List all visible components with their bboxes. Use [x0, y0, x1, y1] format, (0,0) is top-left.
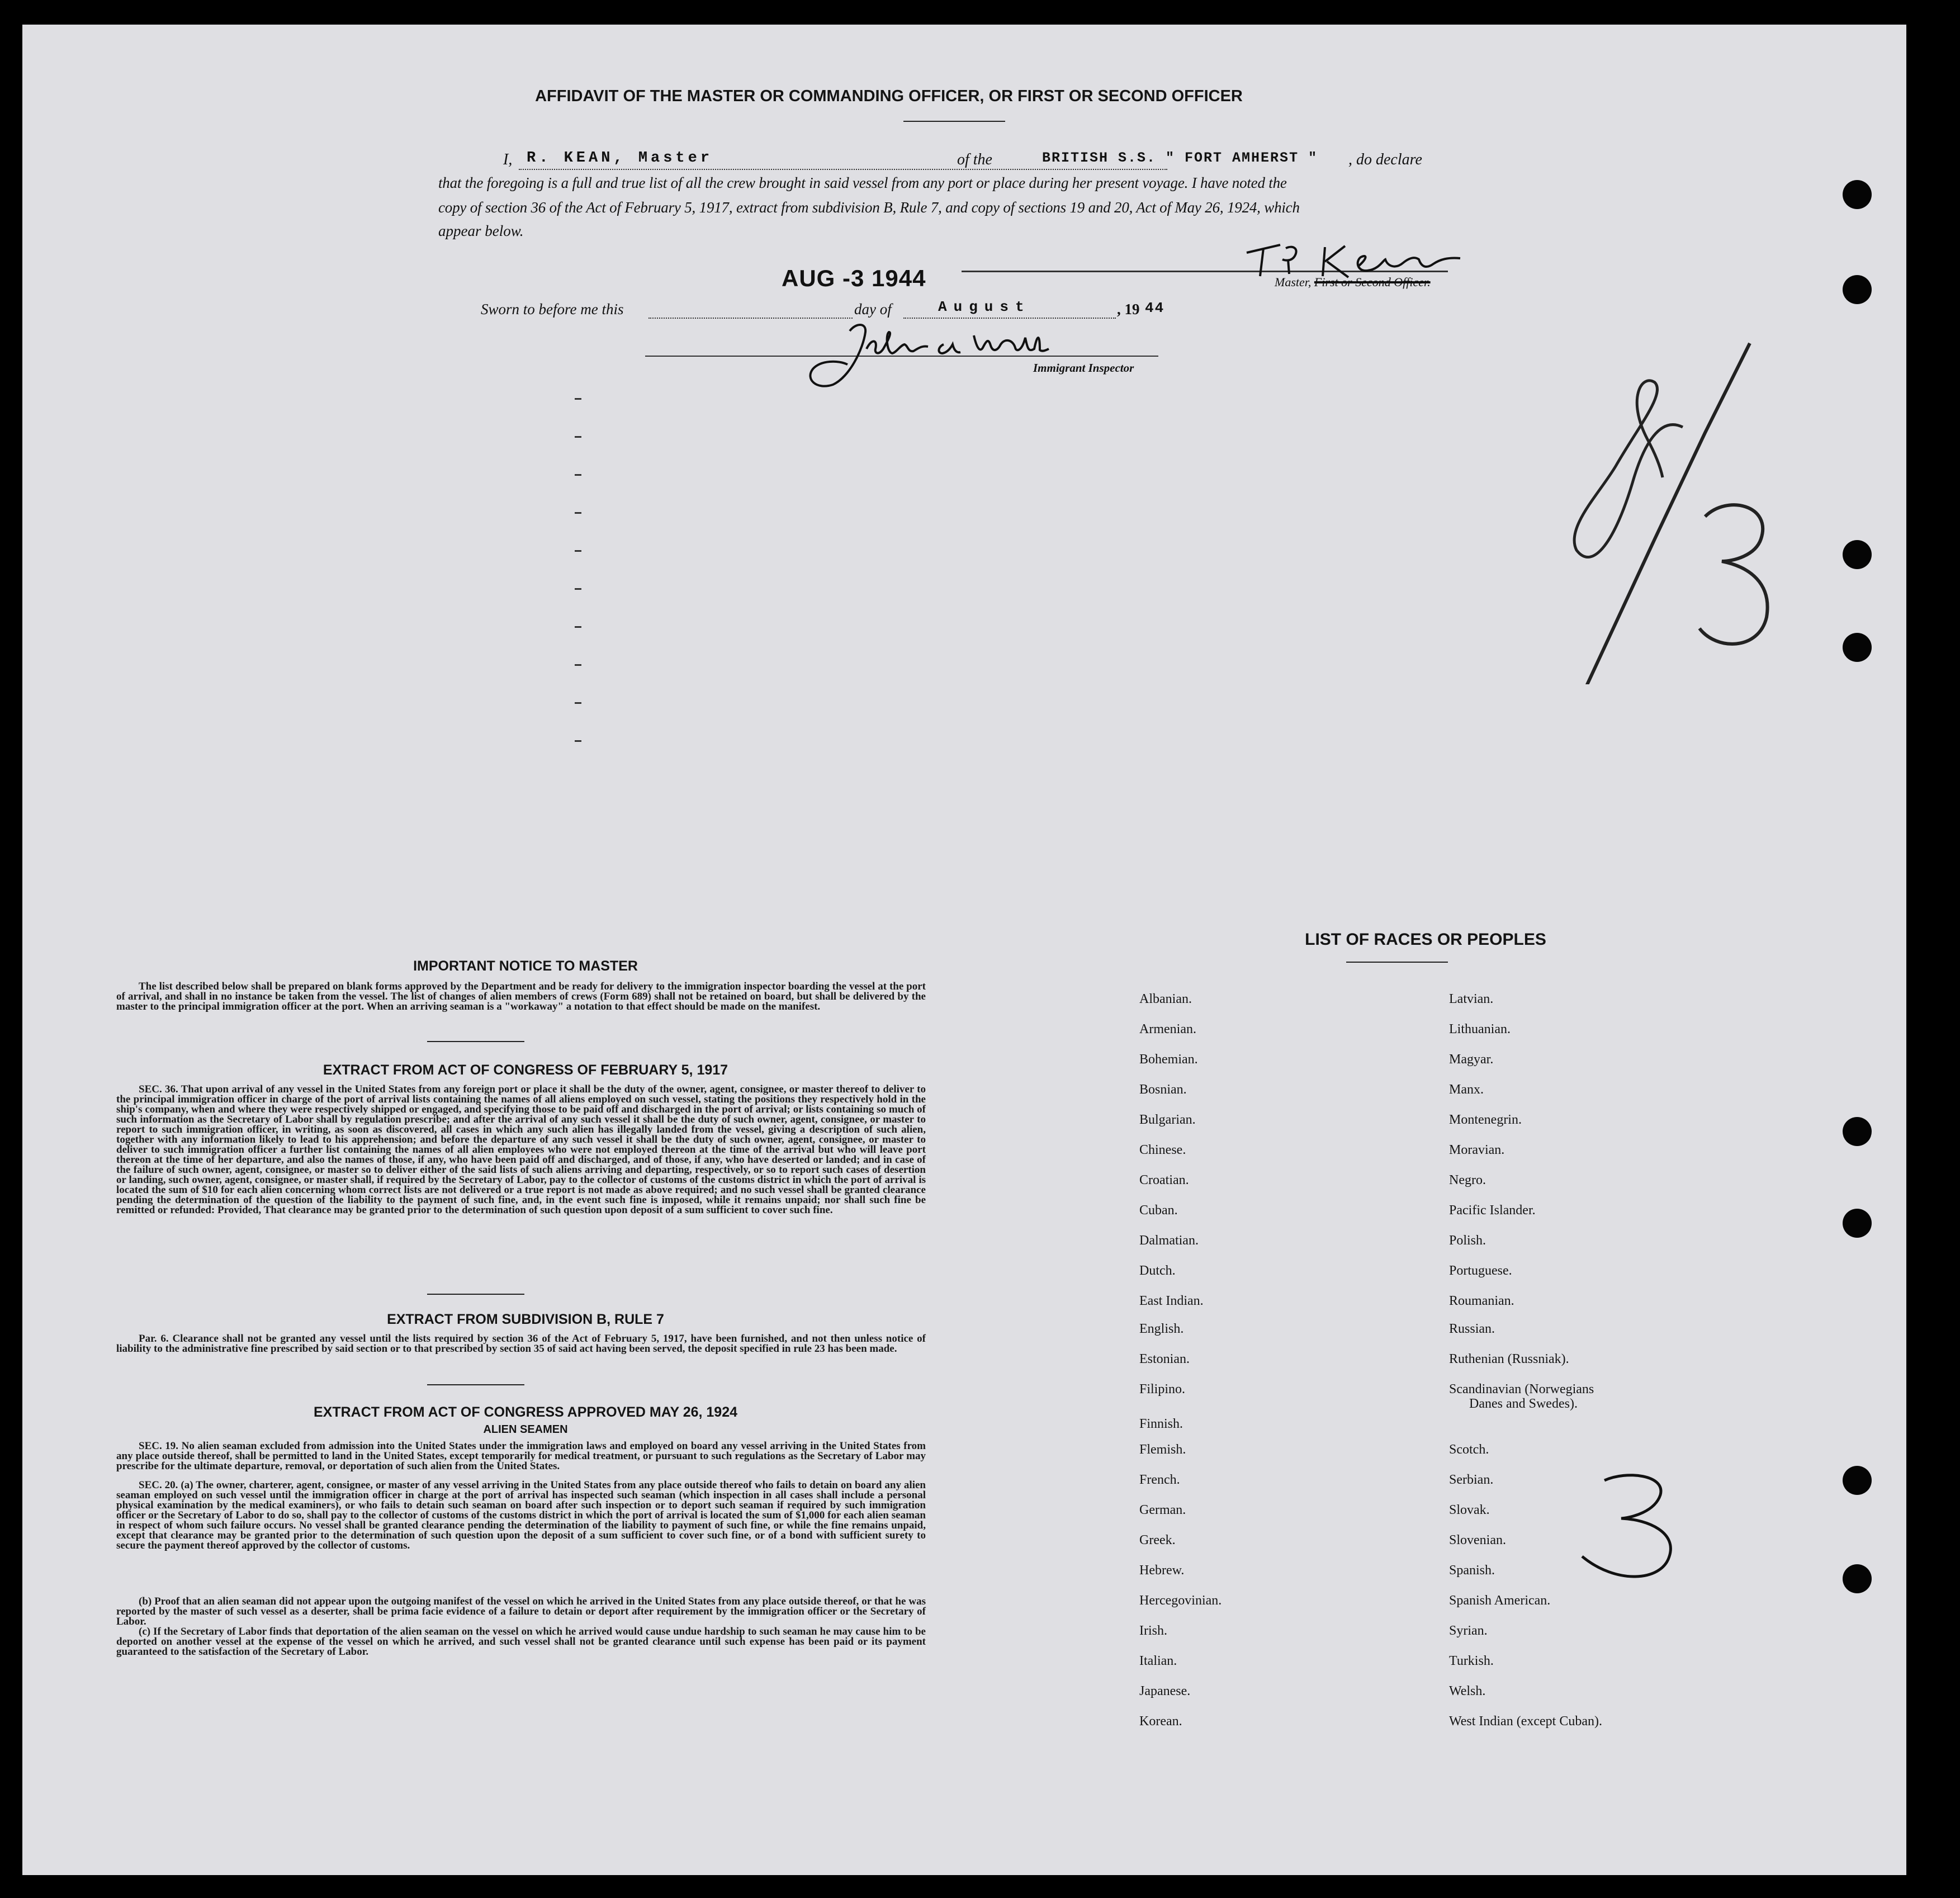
race-right-item: Syrian.: [1449, 1624, 1488, 1638]
race-right-item: Montenegrin.: [1449, 1113, 1522, 1127]
race-right-item: Ruthenian (Russniak).: [1449, 1352, 1569, 1366]
section-divider: [427, 1384, 524, 1385]
list-mark: [575, 702, 581, 704]
extract-1924-sec20b: (b) Proof that an alien seaman did not appear upon the outgoing manifest of the vessel on which he arrived in the United States from any place outside thereof, or that he was reported by the master of such vessel as a deserter, shall be prima facie evidence of a failure to detain or deport after requirement by the immigration officer or the Secretary of Labor.: [116, 1596, 926, 1627]
race-left-item: Flemish.: [1139, 1442, 1186, 1457]
list-mark: [575, 436, 581, 438]
handwritten-fraction-mark: [1537, 338, 1783, 684]
punch-hole: [1843, 1209, 1872, 1238]
list-mark: [575, 474, 581, 476]
list-mark: [575, 398, 581, 400]
race-right-item: Slovenian.: [1449, 1533, 1506, 1547]
race-left-item: Armenian.: [1139, 1022, 1196, 1036]
race-right-item: Moravian.: [1449, 1143, 1505, 1157]
i-label: I,: [503, 151, 513, 168]
punch-hole: [1843, 1117, 1872, 1146]
race-right-item: Spanish.: [1449, 1563, 1495, 1578]
race-right-item: Turkish.: [1449, 1654, 1494, 1668]
title-divider: [903, 121, 1005, 122]
affidavit-title: AFFIDAVIT OF THE MASTER OR COMMANDING OFFICER, OR FIRST OR SECOND OFFICER: [535, 87, 1243, 105]
subdivision-title: EXTRACT FROM SUBDIVISION B, RULE 7: [387, 1312, 664, 1327]
section-divider: [427, 1041, 524, 1042]
document-page: [22, 25, 1906, 1875]
master-name-typed: R. KEAN, Master: [527, 150, 713, 167]
race-left-item: Croatian.: [1139, 1173, 1189, 1187]
race-left-item: Hercegovinian.: [1139, 1593, 1222, 1608]
race-left-item: Chinese.: [1139, 1143, 1186, 1157]
race-left-item: French.: [1139, 1473, 1180, 1487]
extract-1924-sec20c: (c) If the Secretary of Labor finds that deportation of the alien seaman on the vessel on which he arrived would cause undue hardship to such seaman he may cause him to be deported on another vessel at the expense of the vessel on which he arrived, and such vessel shall not be granted clearance until such expense has been paid or its payment guaranteed to the satisfaction of the Secretary of Labor.: [116, 1626, 926, 1658]
punch-hole: [1843, 540, 1872, 569]
list-mark: [575, 588, 581, 590]
race-right-item: Pacific Islander.: [1449, 1203, 1536, 1218]
race-right-item: Danes and Swedes).: [1469, 1397, 1578, 1411]
notice-title: IMPORTANT NOTICE TO MASTER: [413, 958, 638, 974]
year-label: , 19: [1117, 301, 1140, 318]
name-blank: [519, 169, 1167, 170]
punch-hole: [1843, 275, 1872, 304]
list-mark: [575, 664, 581, 666]
race-right-item: Russian.: [1449, 1322, 1495, 1336]
race-right-item: Spanish American.: [1449, 1593, 1551, 1608]
races-title: LIST OF RACES OR PEOPLES: [1305, 930, 1546, 949]
subdivision-body: Par. 6. Clearance shall not be granted any vessel until the lists required by section 36 of the Act of February 5, 1917, have been furnished, and not then unless notice of liability to the administrative fine prescribed by said section or to that prescribed by section 35 of said act having been served, the deposit specified in rule 23 has been made.: [116, 1333, 926, 1355]
vessel-name-typed: BRITISH S.S. " FORT AMHERST ": [1042, 150, 1318, 166]
extract-1924-sec19: SEC. 19. No alien seaman excluded from admission into the United States under the immigration laws and employed on board any vessel arriving in the United States from any place outside thereof, shall be permitted to land in the United States, except temporarily for medical treatment, or pursuant to such regulations as the Secretary of Labor may prescribe for the ultimate departure, removal, or deportation of such alien from the United States.: [116, 1440, 926, 1472]
notice-body: The list described below shall be prepared on blank forms approved by the Department and be ready for delivery to the immigration inspector boarding the vessel at the port of arrival, and shall in no instance be taken from the vessel. The list of changes of alien members of crews (Form 689) shall not be retained on board, but shall be delivered by the master to the principal immigration officer at the port. When an arriving seaman is a "workaway" a notation to that effect should be made on the manifest.: [116, 981, 926, 1012]
punch-hole: [1843, 633, 1872, 662]
affidavit-line-4: appear below.: [438, 223, 524, 239]
race-left-item: Bohemian.: [1139, 1052, 1198, 1067]
race-left-item: Dalmatian.: [1139, 1233, 1199, 1248]
struck-officer-label: First or Second Officer.: [1314, 275, 1431, 289]
inspector-signature: [794, 315, 1051, 394]
inspector-label: Immigrant Inspector: [1033, 361, 1134, 375]
of-the-label: of the: [957, 151, 992, 168]
affidavit-line-1: [438, 149, 1500, 171]
race-left-item: English.: [1139, 1322, 1184, 1336]
handwritten-number: [1571, 1473, 1694, 1584]
alien-seamen-subtitle: ALIEN SEAMEN: [483, 1423, 568, 1436]
race-right-item: West Indian (except Cuban).: [1449, 1714, 1602, 1729]
race-left-item: East Indian.: [1139, 1294, 1204, 1308]
extract-1917-body: SEC. 36. That upon arrival of any vessel in the United States from any foreign port or place it shall be the duty of the owner, agent, consignee, or master thereof to deliver to the principal immigration officer in charge of the port of arrival lists containing the names of all aliens employed on such vessel, stating the positions they respectively hold in the ship's company, when and where they were respectively shipped or engaged, and specifying those to be paid off and discharged in the port of arrival; or lists containing so much of such information as the Secretary of Labor shall by regulation prescribe; and after the arrival of any such vessel it shall be the duty of such owner, agent, consignee, or master to report to such immigration officer, in writing, as soon as discovered, all cases in which any such alien has illegally landed from the vessel, giving a description of such alien, together with any information likely to lead to his apprehension; and before the departure of any such vessel it shall be the duty of such owner, agent, consignee, or master to deliver to such immigration officer a further list containing the names of all alien employees who were not employed thereon at the time of the arrival but who will leave port thereon at the time of her departure, and also the names of those, if any, who have been paid off and discharged, and of those, if any, who have deserted or landed; and in case of the failure of such owner, agent, consignee, or master so to deliver either of the said lists of such aliens arriving and departing, respectively, or so to report such cases of desertion or landing, such owner, agent, consignee, or master shall, if required by the Secretary of Labor, pay to the collector of customs of the customs district in which the port of arrival is located the sum of $10 for each alien concerning whom correct lists are not delivered or a true report is not made as above required; and no such vessel shall be granted clearance pending the determination of the question of the liability to the payment of such fine, and, in the event such fine is imposed, while it remains unpaid; nor shall such fine be remitted or refunded: Provided, That clearance may be granted prior to the determination of such question upon deposit of a sum sufficient to cover such fine.: [116, 1083, 926, 1216]
race-left-item: Bosnian.: [1139, 1082, 1187, 1097]
race-left-item: Filipino.: [1139, 1382, 1186, 1397]
race-right-item: Scandinavian (Norwegians: [1449, 1382, 1594, 1397]
extract-1924-title: EXTRACT FROM ACT OF CONGRESS APPROVED MAY 26, 1924: [313, 1404, 738, 1420]
race-right-item: Magyar.: [1449, 1052, 1494, 1067]
punch-hole: [1843, 1564, 1872, 1593]
punch-hole: [1843, 180, 1872, 209]
list-mark: [575, 626, 581, 628]
race-left-item: German.: [1139, 1503, 1186, 1517]
sworn-month-typed: August: [938, 299, 1031, 315]
race-right-item: Welsh.: [1449, 1684, 1486, 1698]
race-left-item: Finnish.: [1139, 1417, 1183, 1431]
race-right-item: Polish.: [1449, 1233, 1486, 1248]
affidavit-line-2: that the foregoing is a full and true list of all the crew brought in said vessel from any port or place during her present voyage. I have noted the: [438, 174, 1287, 191]
extract-1924-sec20a: SEC. 20. (a) The owner, charterer, agent, consignee, or master of any vessel arriving in the United States from any place outside thereof who fails to detain on board any alien seaman employed on such vessel until the immigration officer in charge at the port of arrival has inspected such seaman (which inspection in all cases shall include a personal physical examination by the medical examiners), or who fails to detain such seaman on board after such inspection or to deport such seaman if required by such immigration officer or the Secretary of Labor to do so, shall pay to the collector of customs of the customs district in which the port of arrival is located the sum of $1,000 for each alien seaman in respect of whom such failure occurs. No vessel shall be granted clearance pending the determination of the liability to payment of such fine, or while the fine remains unpaid, except that clearance may be granted prior to the determination of such question upon the deposit of a sum sufficient to cover such fine, or of a bond with sufficient surety to secure the payment thereof approved by the collector of customs.: [116, 1479, 926, 1551]
day-of-label: day of: [854, 301, 892, 318]
race-left-item: Italian.: [1139, 1654, 1177, 1668]
affidavit-line-3: copy of section 36 of the Act of February 5, 1917, extract from subdivision B, Rule 7, and copy of sections 19 and 20, Act of May 26, 1924, which: [438, 199, 1300, 216]
list-mark: [575, 512, 581, 514]
race-left-item: Bulgarian.: [1139, 1113, 1196, 1127]
race-right-item: Lithuanian.: [1449, 1022, 1511, 1036]
race-right-item: Roumanian.: [1449, 1294, 1514, 1308]
race-left-item: Albanian.: [1139, 992, 1192, 1006]
race-right-item: Portuguese.: [1449, 1263, 1512, 1278]
race-right-item: Latvian.: [1449, 992, 1494, 1006]
list-mark: [575, 740, 581, 742]
year-typed: 44: [1145, 300, 1165, 316]
race-left-item: Dutch.: [1139, 1263, 1176, 1278]
master-title-label: [1275, 275, 1431, 290]
race-left-item: Japanese.: [1139, 1684, 1191, 1698]
master-label: Master,: [1275, 275, 1312, 289]
race-right-item: Manx.: [1449, 1082, 1484, 1097]
list-mark: [575, 550, 581, 552]
race-right-item: Slovak.: [1449, 1503, 1490, 1517]
extract-1917-title: EXTRACT FROM ACT OF CONGRESS OF FEBRUARY 5, 1917: [323, 1062, 728, 1078]
race-right-item: Serbian.: [1449, 1473, 1494, 1487]
race-left-item: Cuban.: [1139, 1203, 1178, 1218]
race-left-item: Greek.: [1139, 1533, 1176, 1547]
do-declare-label: , do declare: [1348, 151, 1422, 168]
date-stamp: AUG -3 1944: [782, 265, 926, 291]
sworn-label: Sworn to before me this: [481, 301, 624, 318]
races-divider: [1346, 962, 1448, 963]
race-left-item: Korean.: [1139, 1714, 1182, 1729]
punch-hole: [1843, 1466, 1872, 1495]
race-left-item: Irish.: [1139, 1624, 1167, 1638]
section-divider: [427, 1294, 524, 1295]
race-left-item: Estonian.: [1139, 1352, 1190, 1366]
race-right-item: Negro.: [1449, 1173, 1486, 1187]
race-right-item: Scotch.: [1449, 1442, 1489, 1457]
race-left-item: Hebrew.: [1139, 1563, 1185, 1578]
